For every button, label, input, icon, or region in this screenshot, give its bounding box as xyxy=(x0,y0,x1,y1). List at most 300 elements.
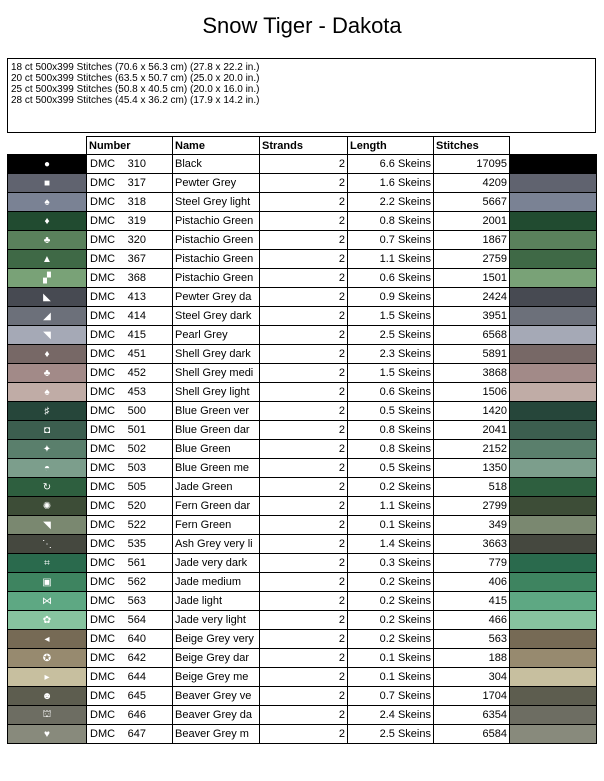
number-header: Number xyxy=(87,137,173,155)
table-header-row xyxy=(8,137,597,155)
name-cell: Pistachio Green xyxy=(173,212,260,231)
stitch-symbol-icon: ◥ xyxy=(43,519,51,531)
strands-cell: 2 xyxy=(260,440,348,459)
thread-id: 564 xyxy=(127,614,146,626)
name-cell: Jade very dark xyxy=(173,554,260,573)
table-row xyxy=(8,250,597,269)
thread-id: 647 xyxy=(127,728,146,740)
color-swatch xyxy=(510,193,597,212)
table-row xyxy=(8,288,597,307)
stitch-symbol-icon: ■ xyxy=(43,177,51,189)
length-cell: 0.1 Skeins xyxy=(348,668,434,687)
stitch-symbol-icon: ◘ xyxy=(43,424,51,436)
table-row xyxy=(8,326,597,345)
table-row xyxy=(8,706,597,725)
brand-label: DMC xyxy=(90,614,116,626)
length-cell: 0.1 Skeins xyxy=(348,649,434,668)
symbol-cell xyxy=(8,573,87,592)
number-cell xyxy=(87,345,173,364)
length-cell: 0.8 Skeins xyxy=(348,421,434,440)
name-cell: Beige Grey very xyxy=(173,630,260,649)
length-cell: 0.3 Skeins xyxy=(348,554,434,573)
brand-label: DMC xyxy=(90,690,116,702)
number-cell xyxy=(87,288,173,307)
table-row xyxy=(8,212,597,231)
number-cell xyxy=(87,269,173,288)
thread-id: 413 xyxy=(127,291,146,303)
table-row xyxy=(8,516,597,535)
color-swatch xyxy=(510,326,597,345)
color-swatch xyxy=(510,573,597,592)
color-swatch xyxy=(510,725,597,744)
stitches-header: Stitches xyxy=(434,137,510,155)
number-cell xyxy=(87,212,173,231)
stitch-symbol-icon: ↻ xyxy=(42,481,52,493)
thread-id: 562 xyxy=(127,576,146,588)
name-cell: Beaver Grey ve xyxy=(173,687,260,706)
strands-header: Strands xyxy=(260,137,348,155)
strands-cell: 2 xyxy=(260,421,348,440)
length-cell: 0.5 Skeins xyxy=(348,459,434,478)
thread-id: 505 xyxy=(127,481,146,493)
number-cell xyxy=(87,706,173,725)
thread-id: 640 xyxy=(127,633,146,645)
number-cell xyxy=(87,402,173,421)
stitches-cell: 17095 xyxy=(434,155,510,174)
length-cell: 0.5 Skeins xyxy=(348,402,434,421)
name-cell: Jade medium xyxy=(173,573,260,592)
symbol-cell xyxy=(8,250,87,269)
length-cell: 1.5 Skeins xyxy=(348,364,434,383)
symbol-cell xyxy=(8,307,87,326)
thread-id: 520 xyxy=(127,500,146,512)
thread-id: 368 xyxy=(127,272,146,284)
brand-label: DMC xyxy=(90,557,116,569)
number-cell xyxy=(87,649,173,668)
thread-id: 367 xyxy=(127,253,146,265)
color-swatch xyxy=(510,440,597,459)
color-swatch xyxy=(510,402,597,421)
strands-cell: 2 xyxy=(260,649,348,668)
stitch-symbol-icon: ✦ xyxy=(42,443,52,455)
symbol-cell xyxy=(8,611,87,630)
brand-label: DMC xyxy=(90,538,116,550)
stitch-symbol-icon: ♣ xyxy=(43,367,51,379)
name-cell: Fern Green dar xyxy=(173,497,260,516)
stitches-cell: 406 xyxy=(434,573,510,592)
thread-id: 317 xyxy=(127,177,146,189)
stitch-symbol-icon: ✪ xyxy=(42,652,52,664)
symbol-cell xyxy=(8,687,87,706)
symbol-cell xyxy=(8,497,87,516)
brand-label: DMC xyxy=(90,158,116,170)
symbol-cell xyxy=(8,592,87,611)
number-cell xyxy=(87,516,173,535)
brand-label: DMC xyxy=(90,443,116,455)
length-cell: 0.8 Skeins xyxy=(348,212,434,231)
name-cell: Jade light xyxy=(173,592,260,611)
symbol-cell xyxy=(8,345,87,364)
number-cell xyxy=(87,307,173,326)
symbol-cell xyxy=(8,174,87,193)
brand-label: DMC xyxy=(90,519,116,531)
color-swatch xyxy=(510,554,597,573)
stitch-symbol-icon: ▸ xyxy=(44,671,50,683)
name-header: Name xyxy=(173,137,260,155)
brand-label: DMC xyxy=(90,329,116,341)
length-cell: 2.5 Skeins xyxy=(348,326,434,345)
table-row xyxy=(8,478,597,497)
table-row xyxy=(8,421,597,440)
name-cell: Blue Green dar xyxy=(173,421,260,440)
brand-label: DMC xyxy=(90,177,116,189)
table-row xyxy=(8,307,597,326)
symbol-cell xyxy=(8,725,87,744)
stitches-cell: 415 xyxy=(434,592,510,611)
stitches-cell: 349 xyxy=(434,516,510,535)
length-cell: 2.3 Skeins xyxy=(348,345,434,364)
stitch-symbol-icon: ⋈ xyxy=(42,595,52,607)
color-swatch xyxy=(510,687,597,706)
thread-id: 502 xyxy=(127,443,146,455)
name-cell: Steel Grey light xyxy=(173,193,260,212)
page-title: Snow Tiger - Dakota xyxy=(202,13,402,38)
color-swatch xyxy=(510,212,597,231)
thread-id: 535 xyxy=(127,538,146,550)
length-cell: 1.4 Skeins xyxy=(348,535,434,554)
number-cell xyxy=(87,573,173,592)
thread-table xyxy=(7,136,597,744)
stitch-symbol-icon: ◣ xyxy=(43,291,51,303)
strands-cell: 2 xyxy=(260,573,348,592)
stitch-symbol-icon: ⌗ xyxy=(44,557,50,569)
number-cell xyxy=(87,421,173,440)
stitch-symbol-icon: ♠ xyxy=(44,386,50,398)
length-cell: 0.6 Skeins xyxy=(348,383,434,402)
table-row xyxy=(8,193,597,212)
name-cell: Pistachio Green xyxy=(173,231,260,250)
name-cell: Pistachio Green xyxy=(173,269,260,288)
stitch-symbol-icon: ⋱ xyxy=(42,538,52,550)
table-row xyxy=(8,440,597,459)
length-cell: 0.6 Skeins xyxy=(348,269,434,288)
strands-cell: 2 xyxy=(260,326,348,345)
name-cell: Blue Green xyxy=(173,440,260,459)
stitches-cell: 6568 xyxy=(434,326,510,345)
length-cell: 0.2 Skeins xyxy=(348,630,434,649)
strands-cell: 2 xyxy=(260,212,348,231)
fabric-size-line: 20 ct 500x399 Stitches (63.5 x 50.7 cm) (25.0 x 20.0 in.) xyxy=(11,73,260,84)
strands-cell: 2 xyxy=(260,402,348,421)
number-cell xyxy=(87,364,173,383)
length-cell: 2.2 Skeins xyxy=(348,193,434,212)
stitch-symbol-icon: ♦ xyxy=(44,215,50,227)
strands-cell: 2 xyxy=(260,459,348,478)
stitches-cell: 5891 xyxy=(434,345,510,364)
name-cell: Pistachio Green xyxy=(173,250,260,269)
table-row xyxy=(8,459,597,478)
thread-id: 500 xyxy=(127,405,146,417)
table-row xyxy=(8,630,597,649)
brand-label: DMC xyxy=(90,728,116,740)
brand-label: DMC xyxy=(90,253,116,265)
stitch-symbol-icon: ♥ xyxy=(44,728,50,740)
number-cell xyxy=(87,554,173,573)
strands-cell: 2 xyxy=(260,231,348,250)
strands-cell: 2 xyxy=(260,725,348,744)
fabric-size-line: 28 ct 500x399 Stitches (45.4 x 36.2 cm) (17.9 x 14.2 in.) xyxy=(11,95,260,106)
name-cell: Shell Grey light xyxy=(173,383,260,402)
symbol-cell xyxy=(8,706,87,725)
number-cell xyxy=(87,155,173,174)
stitches-cell: 2152 xyxy=(434,440,510,459)
number-cell xyxy=(87,440,173,459)
brand-label: DMC xyxy=(90,709,116,721)
brand-label: DMC xyxy=(90,272,116,284)
length-cell: 0.2 Skeins xyxy=(348,611,434,630)
name-cell: Beaver Grey da xyxy=(173,706,260,725)
brand-label: DMC xyxy=(90,595,116,607)
color-swatch xyxy=(510,497,597,516)
number-cell xyxy=(87,497,173,516)
brand-label: DMC xyxy=(90,291,116,303)
number-cell xyxy=(87,535,173,554)
name-cell: Shell Grey medi xyxy=(173,364,260,383)
thread-id: 503 xyxy=(127,462,146,474)
name-cell: Pewter Grey xyxy=(173,174,260,193)
color-swatch xyxy=(510,383,597,402)
stitches-cell: 1350 xyxy=(434,459,510,478)
strands-cell: 2 xyxy=(260,706,348,725)
stitch-symbol-icon: ◥ xyxy=(43,329,51,341)
brand-label: DMC xyxy=(90,405,116,417)
stitches-cell: 466 xyxy=(434,611,510,630)
strands-cell: 2 xyxy=(260,497,348,516)
stitches-cell: 6354 xyxy=(434,706,510,725)
number-cell xyxy=(87,630,173,649)
stitch-symbol-icon: ♯ xyxy=(44,405,50,417)
thread-id: 453 xyxy=(127,386,146,398)
thread-id: 642 xyxy=(127,652,146,664)
name-cell: Jade very light xyxy=(173,611,260,630)
stitch-symbol-icon: ⛫ xyxy=(42,708,52,720)
table-row xyxy=(8,345,597,364)
stitch-symbol-icon: ◂ xyxy=(44,633,50,645)
table-row xyxy=(8,231,597,250)
strands-cell: 2 xyxy=(260,554,348,573)
color-swatch xyxy=(510,269,597,288)
color-swatch xyxy=(510,706,597,725)
strands-cell: 2 xyxy=(260,668,348,687)
strands-cell: 2 xyxy=(260,383,348,402)
table-row xyxy=(8,611,597,630)
brand-label: DMC xyxy=(90,462,116,474)
name-cell: Blue Green ver xyxy=(173,402,260,421)
stitches-cell: 5667 xyxy=(434,193,510,212)
number-cell xyxy=(87,326,173,345)
color-swatch xyxy=(510,516,597,535)
thread-id: 318 xyxy=(127,196,146,208)
color-swatch xyxy=(510,231,597,250)
strands-cell: 2 xyxy=(260,307,348,326)
length-header: Length xyxy=(348,137,434,155)
thread-id: 645 xyxy=(127,690,146,702)
stitches-cell: 6584 xyxy=(434,725,510,744)
thread-id: 319 xyxy=(127,215,146,227)
name-cell: Jade Green xyxy=(173,478,260,497)
table-row xyxy=(8,668,597,687)
fabric-size-box xyxy=(7,58,596,133)
length-cell: 1.1 Skeins xyxy=(348,497,434,516)
thread-id: 310 xyxy=(127,158,146,170)
symbol-cell xyxy=(8,231,87,250)
strands-cell: 2 xyxy=(260,687,348,706)
thread-id: 644 xyxy=(127,671,146,683)
table-row xyxy=(8,269,597,288)
symbol-cell xyxy=(8,421,87,440)
stitches-cell: 2759 xyxy=(434,250,510,269)
color-swatch xyxy=(510,250,597,269)
stitches-cell: 1420 xyxy=(434,402,510,421)
symbol-cell xyxy=(8,269,87,288)
length-cell: 0.2 Skeins xyxy=(348,478,434,497)
length-cell: 1.5 Skeins xyxy=(348,307,434,326)
stitches-cell: 563 xyxy=(434,630,510,649)
table-row xyxy=(8,554,597,573)
stitch-symbol-icon: ♣ xyxy=(43,234,51,246)
stitches-cell: 304 xyxy=(434,668,510,687)
number-cell xyxy=(87,687,173,706)
thread-id: 320 xyxy=(127,234,146,246)
color-swatch xyxy=(510,174,597,193)
color-swatch xyxy=(510,307,597,326)
number-cell xyxy=(87,478,173,497)
stitches-cell: 1867 xyxy=(434,231,510,250)
name-cell: Black xyxy=(173,155,260,174)
stitches-cell: 518 xyxy=(434,478,510,497)
stitches-cell: 1501 xyxy=(434,269,510,288)
brand-label: DMC xyxy=(90,633,116,645)
table-row xyxy=(8,364,597,383)
table-row xyxy=(8,649,597,668)
length-cell: 2.5 Skeins xyxy=(348,725,434,744)
symbol-cell xyxy=(8,535,87,554)
color-swatch xyxy=(510,288,597,307)
stitches-cell: 2041 xyxy=(434,421,510,440)
table-row xyxy=(8,687,597,706)
strands-cell: 2 xyxy=(260,611,348,630)
color-swatch xyxy=(510,535,597,554)
stitches-cell: 1704 xyxy=(434,687,510,706)
symbol-cell xyxy=(8,478,87,497)
thread-id: 451 xyxy=(127,348,146,360)
stitch-symbol-icon: ▣ xyxy=(42,576,52,588)
stitches-cell: 2001 xyxy=(434,212,510,231)
strands-cell: 2 xyxy=(260,345,348,364)
brand-label: DMC xyxy=(90,576,116,588)
symbol-cell xyxy=(8,155,87,174)
brand-label: DMC xyxy=(90,424,116,436)
length-cell: 1.1 Skeins xyxy=(348,250,434,269)
length-cell: 0.9 Skeins xyxy=(348,288,434,307)
number-cell xyxy=(87,668,173,687)
name-cell: Beaver Grey m xyxy=(173,725,260,744)
strands-cell: 2 xyxy=(260,630,348,649)
number-cell xyxy=(87,592,173,611)
stitch-symbol-icon: ▲ xyxy=(42,253,52,265)
brand-label: DMC xyxy=(90,234,116,246)
thread-id: 452 xyxy=(127,367,146,379)
thread-id: 646 xyxy=(127,709,146,721)
brand-label: DMC xyxy=(90,481,116,493)
stitches-cell: 3868 xyxy=(434,364,510,383)
name-cell: Beige Grey me xyxy=(173,668,260,687)
strands-cell: 2 xyxy=(260,535,348,554)
strands-cell: 2 xyxy=(260,155,348,174)
number-cell xyxy=(87,250,173,269)
stitches-cell: 4209 xyxy=(434,174,510,193)
number-cell xyxy=(87,611,173,630)
color-swatch xyxy=(510,421,597,440)
table-row xyxy=(8,573,597,592)
strands-cell: 2 xyxy=(260,516,348,535)
brand-label: DMC xyxy=(90,386,116,398)
brand-label: DMC xyxy=(90,652,116,664)
name-cell: Steel Grey dark xyxy=(173,307,260,326)
strands-cell: 2 xyxy=(260,288,348,307)
length-cell: 0.2 Skeins xyxy=(348,592,434,611)
number-cell xyxy=(87,383,173,402)
length-cell: 0.8 Skeins xyxy=(348,440,434,459)
strands-cell: 2 xyxy=(260,250,348,269)
stitch-symbol-icon: ◢ xyxy=(43,310,51,322)
stitch-symbol-icon: ♠ xyxy=(44,196,50,208)
length-cell: 6.6 Skeins xyxy=(348,155,434,174)
name-cell: Blue Green me xyxy=(173,459,260,478)
color-swatch xyxy=(510,668,597,687)
stitches-cell: 2799 xyxy=(434,497,510,516)
fabric-size-line: 18 ct 500x399 Stitches (70.6 x 56.3 cm) (27.8 x 22.2 in.) xyxy=(11,62,260,73)
table-row xyxy=(8,174,597,193)
table-row xyxy=(8,402,597,421)
brand-label: DMC xyxy=(90,367,116,379)
brand-label: DMC xyxy=(90,500,116,512)
symbol-cell xyxy=(8,630,87,649)
strands-cell: 2 xyxy=(260,193,348,212)
symbol-cell xyxy=(8,668,87,687)
symbol-cell xyxy=(8,554,87,573)
length-cell: 0.7 Skeins xyxy=(348,231,434,250)
brand-label: DMC xyxy=(90,215,116,227)
name-cell: Pearl Grey xyxy=(173,326,260,345)
color-swatch xyxy=(510,611,597,630)
thread-id: 415 xyxy=(127,329,146,341)
symbol-cell xyxy=(8,649,87,668)
table-row xyxy=(8,383,597,402)
symbol-cell xyxy=(8,440,87,459)
color-swatch xyxy=(510,592,597,611)
symbol-cell xyxy=(8,364,87,383)
symbol-cell xyxy=(8,383,87,402)
brand-label: DMC xyxy=(90,348,116,360)
thread-id: 561 xyxy=(127,557,146,569)
stitch-symbol-icon: ● xyxy=(43,158,51,170)
table-row xyxy=(8,592,597,611)
stitch-symbol-icon: ▞ xyxy=(43,272,51,284)
number-cell xyxy=(87,459,173,478)
length-cell: 2.4 Skeins xyxy=(348,706,434,725)
table-row xyxy=(8,497,597,516)
